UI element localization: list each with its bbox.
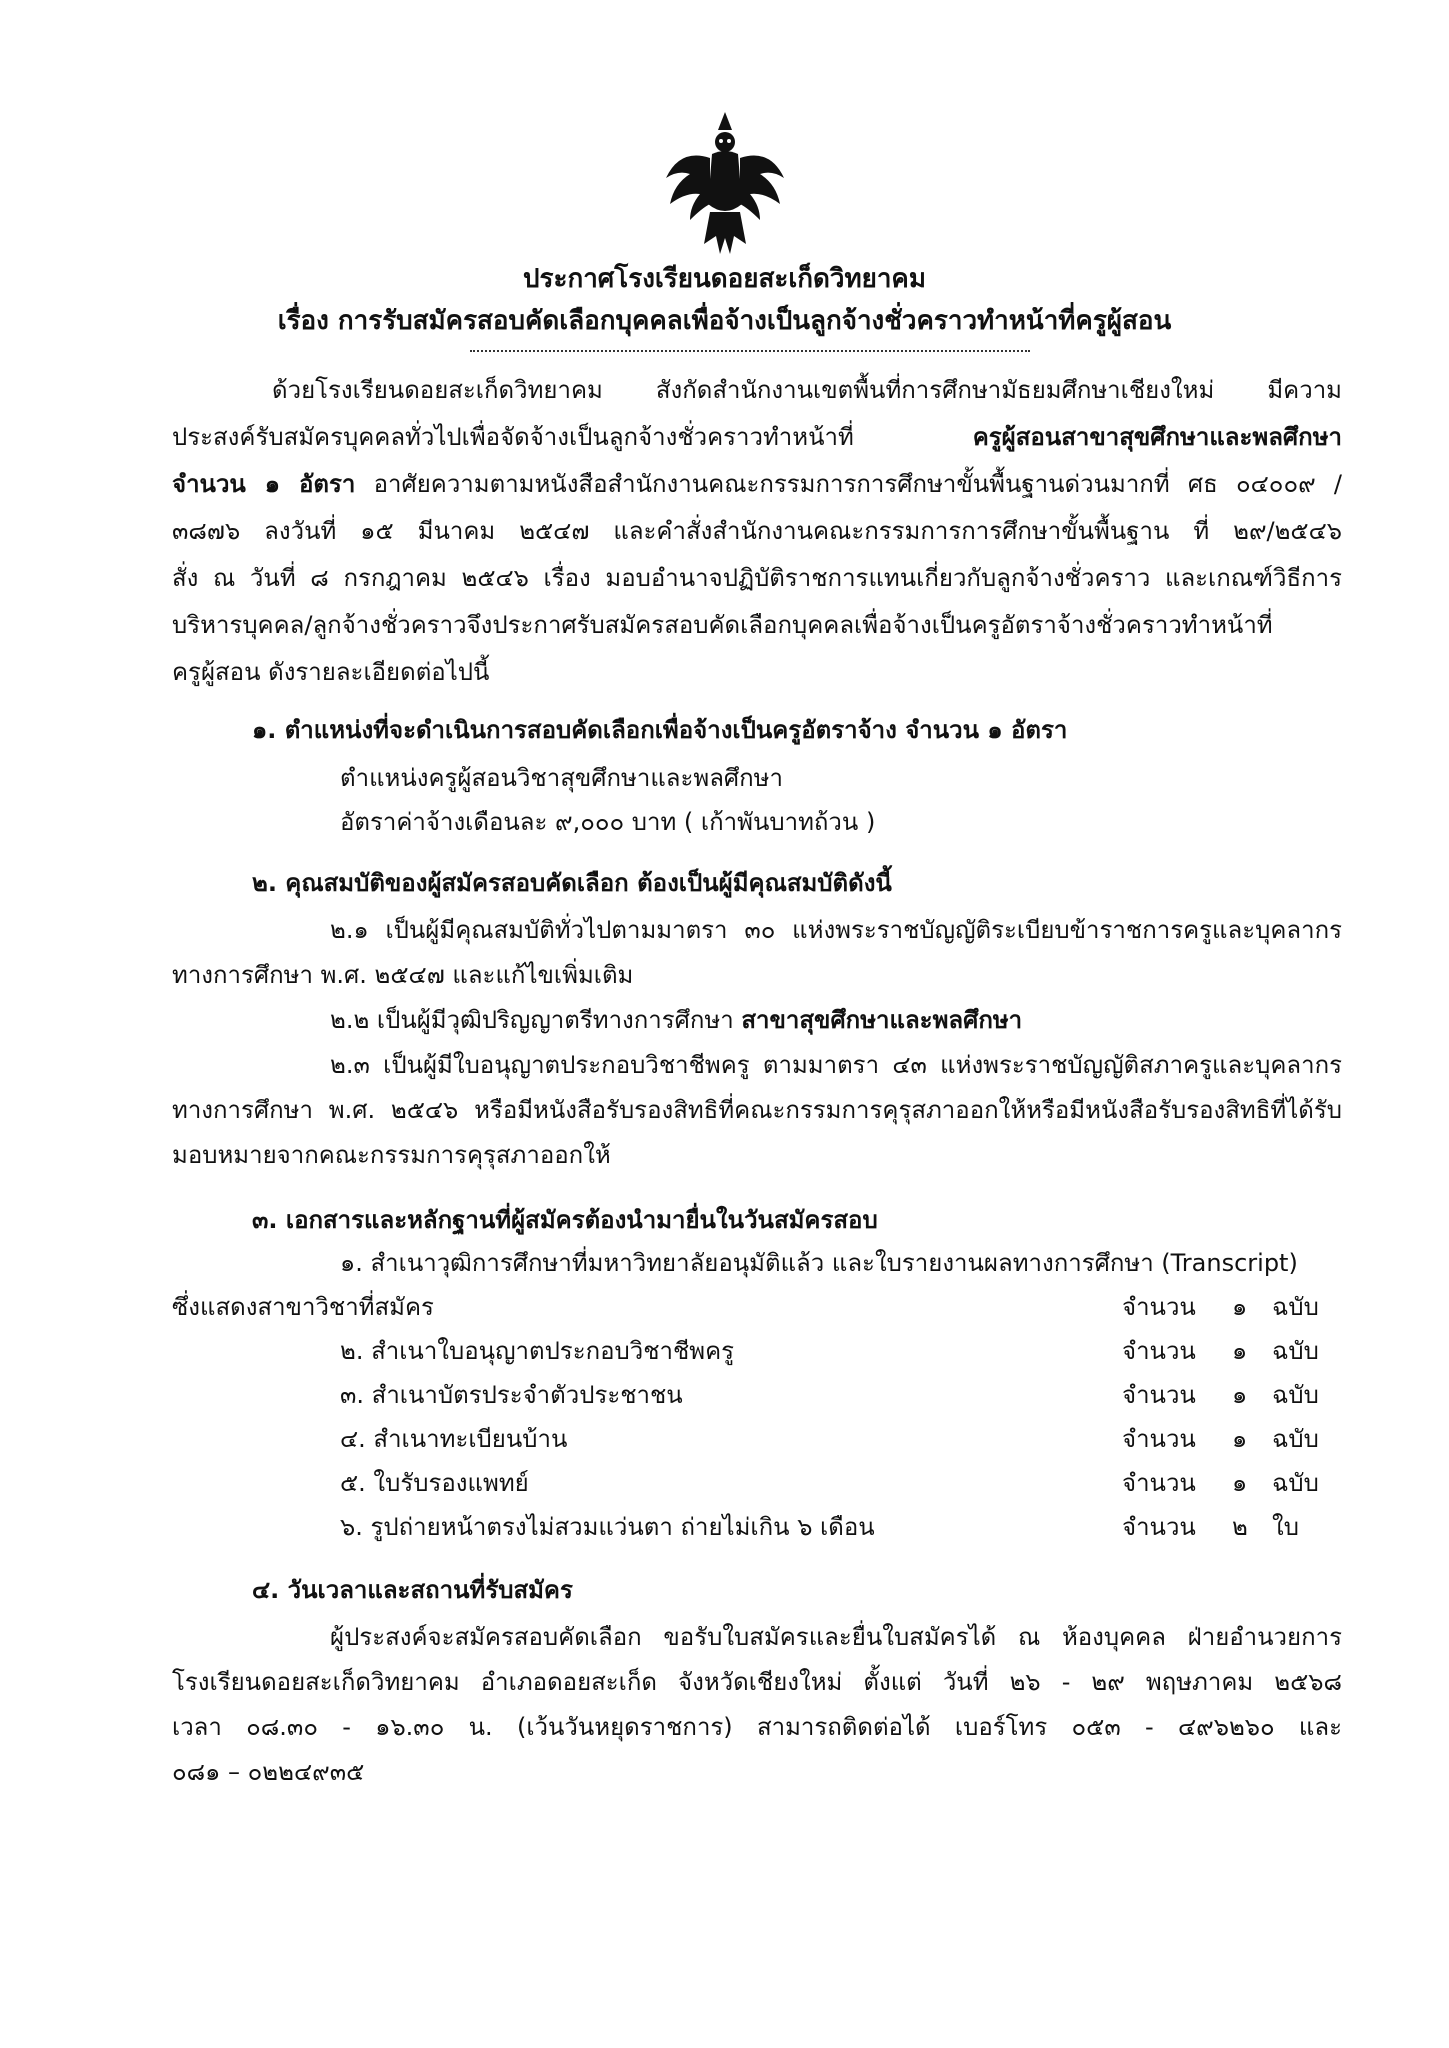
garuda-emblem-icon xyxy=(660,108,790,258)
document-row xyxy=(172,1334,1342,1368)
intro-line-7: ครูผู้สอน ดังรายละเอียดต่อไปนี้ xyxy=(172,658,490,686)
document-unit: ฉบับ xyxy=(1272,1469,1319,1497)
document-name: ๔. สำเนาทะเบียนบ้าน xyxy=(340,1425,568,1453)
document-name: ๓. สำเนาบัตรประจำตัวประชาชน xyxy=(340,1381,683,1409)
section-2-heading: ๒. คุณสมบัติของผู้สมัครสอบคัดเลือก ต้องเป็นผู้มีคุณสมบัติดังนี้ xyxy=(252,869,892,897)
document-unit: ฉบับ xyxy=(1272,1293,1319,1321)
intro-line-5: สั่ง ณ วันที่ ๘ กรกฎาคม ๒๕๔๖ เรื่อง มอบอำนาจปฏิบัติราชการแทนเกี่ยวกับลูกจ้างชั่วคราว และเกณฑ์วิธีการ xyxy=(172,564,1342,592)
section-2-item-3-line-1: ๒.๓ เป็นผู้มีใบอนุญาตประกอบวิชาชีพครู ตามมาตรา ๔๓ แห่งพระราชบัญญัติสภาครูและบุคลากร xyxy=(330,1051,1342,1079)
section-1-salary: อัตราค่าจ้างเดือนละ ๙,๐๐๐ บาท ( เก้าพันบาทถ้วน ) xyxy=(340,808,876,836)
section-2-item-2 xyxy=(330,1003,1449,1037)
document-name: ๒. สำเนาใบอนุญาตประกอบวิชาชีพครู xyxy=(340,1337,735,1365)
section-2-item-1-line-1: ๒.๑ เป็นผู้มีคุณสมบัติทั่วไปตามมาตรา ๓๐ แห่งพระราชบัญญัติระเบียบข้าราชการครูและบุคลากร xyxy=(330,916,1342,944)
document-qty: ๑ xyxy=(1232,1469,1248,1497)
intro-line-2 xyxy=(172,420,1342,454)
item-highlight-major: สาขาสุขศึกษาและพลศึกษา xyxy=(741,1006,1023,1034)
intro-highlight-count: จำนวน ๑ อัตรา xyxy=(172,470,356,498)
section-4-line-2: โรงเรียนดอยสะเก็ดวิทยาคม อำเภอดอยสะเก็ด จังหวัดเชียงใหม่ ตั้งแต่ วันที่ ๒๖ - ๒๙ พฤษภาคม ๒๕๖๘ xyxy=(172,1668,1342,1696)
document-name: ซึ่งแสดงสาขาวิชาที่สมัคร xyxy=(172,1293,434,1321)
document-qty: ๑ xyxy=(1232,1381,1248,1409)
intro-line-4: ๓๘๗๖ ลงวันที่ ๑๕ มีนาคม ๒๕๔๗ และคำสั่งสำนักงานคณะกรรมการการศึกษาขั้นพื้นฐาน ที่ ๒๙/๒๕๔๖ xyxy=(172,517,1342,545)
intro-highlight-position: ครูผู้สอนสาขาสุขศึกษาและพลศึกษา xyxy=(972,423,1342,451)
section-4-line-3: เวลา ๐๘.๓๐ - ๑๖.๓๐ น. (เว้นวันหยุดราชการ) สามารถติดต่อได้ เบอร์โทร ๐๕๓ - ๔๙๖๒๖๐ และ xyxy=(172,1713,1342,1741)
document-name: ๕. ใบรับรองแพทย์ xyxy=(340,1469,529,1497)
document-qty-label: จำนวน xyxy=(1122,1469,1196,1497)
section-1-position: ตำแหน่งครูผู้สอนวิชาสุขศึกษาและพลศึกษา xyxy=(340,764,783,792)
section-4-line-4: ๐๘๑ – ๐๒๒๔๙๓๕ xyxy=(172,1758,365,1786)
document-qty: ๑ xyxy=(1232,1425,1248,1453)
announcement-subject: เรื่อง การรับสมัครสอบคัดเลือกบุคคลเพื่อจ้างเป็นลูกจ้างชั่วคราวทำหน้าที่ครูผู้สอน xyxy=(277,306,1172,336)
document-row xyxy=(172,1290,1342,1324)
document-row xyxy=(172,1510,1342,1544)
document-qty: ๑ xyxy=(1232,1293,1248,1321)
section-4-heading: ๔. วันเวลาและสถานที่รับสมัคร xyxy=(252,1576,573,1604)
section-3-heading: ๓. เอกสารและหลักฐานที่ผู้สมัครต้องนำมายื่นในวันสมัครสอบ xyxy=(252,1206,878,1234)
section-2-item-3-line-3: มอบหมายจากคณะกรรมการคุรุสภาออกให้ xyxy=(172,1141,611,1169)
announcement-title: ประกาศโรงเรียนดอยสะเก็ดวิทยาคม xyxy=(523,264,926,294)
section-2-item-3-line-2: ทางการศึกษา พ.ศ. ๒๕๔๖ หรือมีหนังสือรับรองสิทธิที่คณะกรรมการคุรุสภาออกให้หรือมีหนังสือรับรองสิทธิที่ได้รับ xyxy=(172,1096,1342,1124)
document-name: ๖. รูปถ่ายหน้าตรงไม่สวมแว่นตา ถ่ายไม่เกิน ๖ เดือน xyxy=(340,1513,875,1541)
intro-line-1: ด้วยโรงเรียนดอยสะเก็ดวิทยาคม สังกัดสำนักงานเขตพื้นที่การศึกษามัธยมศึกษาเชียงใหม่ มีความ xyxy=(272,376,1342,404)
intro-text: อาศัยความตามหนังสือสำนักงานคณะกรรมการการศึกษาขั้นพื้นฐานด่วนมากที่ ศธ ๐๔๐๐๙ / xyxy=(355,470,1343,498)
document-unit: ใบ xyxy=(1272,1513,1299,1541)
intro-line-6: บริหารบุคคล/ลูกจ้างชั่วคราวจึงประกาศรับสมัครสอบคัดเลือกบุคคลเพื่อจ้างเป็นครูอัตราจ้างชั่วคราวทำหน้าที่ xyxy=(172,611,1273,639)
document-row xyxy=(172,1378,1342,1412)
document-qty-label: จำนวน xyxy=(1122,1425,1196,1453)
item-text: ๒.๒ เป็นผู้มีวุฒิปริญญาตรีทางการศึกษา xyxy=(330,1006,742,1034)
document-unit: ฉบับ xyxy=(1272,1425,1319,1453)
document-row xyxy=(172,1466,1342,1500)
document-unit: ฉบับ xyxy=(1272,1381,1319,1409)
section-4-line-1: ผู้ประสงค์จะสมัครสอบคัดเลือก ขอรับใบสมัครและยื่นใบสมัครได้ ณ ห้องบุคคล ฝ่ายอำนวยการ xyxy=(330,1623,1342,1651)
section-1-heading: ๑. ตำแหน่งที่จะดำเนินการสอบคัดเลือกเพื่อจ้างเป็นครูอัตราจ้าง จำนวน ๑ อัตรา xyxy=(252,716,1068,744)
document-unit: ฉบับ xyxy=(1272,1337,1319,1365)
document-qty: ๑ xyxy=(1232,1337,1248,1365)
document-qty: ๒ xyxy=(1232,1513,1248,1541)
document-qty-label: จำนวน xyxy=(1122,1513,1196,1541)
document-qty-label: จำนวน xyxy=(1122,1337,1196,1365)
section-2-item-1-line-2: ทางการศึกษา พ.ศ. ๒๕๔๗ และแก้ไขเพิ่มเติม xyxy=(172,961,634,989)
document-qty-label: จำนวน xyxy=(1122,1293,1196,1321)
dotted-divider xyxy=(470,350,1030,352)
intro-text: ประสงค์รับสมัครบุคคลทั่วไปเพื่อจัดจ้างเป็นลูกจ้างชั่วคราวทำหน้าที่ xyxy=(172,423,973,451)
document-qty-label: จำนวน xyxy=(1122,1381,1196,1409)
document-row xyxy=(172,1422,1342,1456)
section-3-first-line: ๑. สำเนาวุฒิการศึกษาที่มหาวิทยาลัยอนุมัติแล้ว และใบรายงานผลทางการศึกษา (Transcript) xyxy=(340,1249,1298,1277)
intro-line-3 xyxy=(172,467,1342,501)
